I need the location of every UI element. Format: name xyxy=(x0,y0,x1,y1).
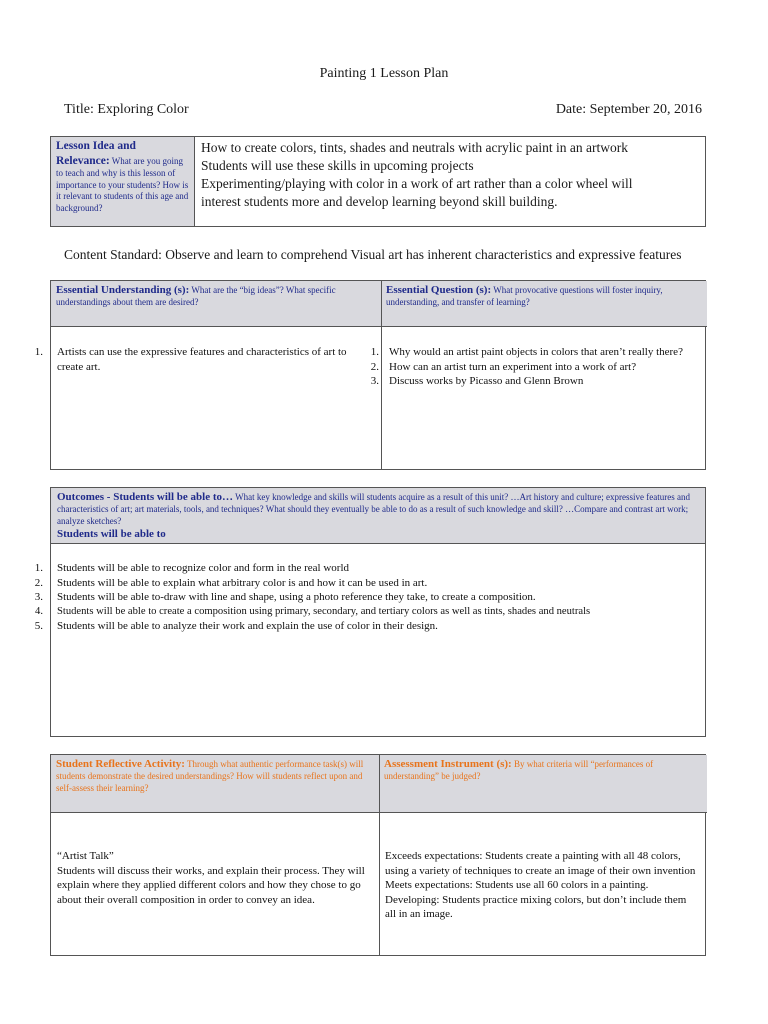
list-number: 3. xyxy=(34,591,43,604)
assessment-text xyxy=(385,849,699,922)
list-item xyxy=(34,345,369,374)
list-number: 4. xyxy=(35,605,43,617)
column-divider xyxy=(379,755,380,955)
reflective-activity-text xyxy=(57,849,369,907)
column-divider xyxy=(381,281,382,469)
list-text: Students will be able to explain what arbitrary color is and how it can be used in art. xyxy=(57,576,428,589)
reflective-activity-prompt: Through what authentic performance task(s) will students demonstrate the desired understandings? How will students reflect upon and self-assess their learning? xyxy=(56,759,364,793)
lesson-idea-line: How to create colors, tints, shades and neutrals with acrylic paint in an artwork xyxy=(201,140,628,155)
reflective-activity-line: “Artist Talk” xyxy=(57,850,114,862)
essential-question-list xyxy=(370,345,701,389)
lesson-date: Date: September 20, 2016 xyxy=(555,102,702,117)
essential-understanding-prompt: What are the “big ideas”? What specific understandings about them are desired? xyxy=(56,285,336,308)
document-heading: Painting 1 Lesson Plan xyxy=(319,66,449,81)
reflective-activity-header xyxy=(51,755,379,813)
list-number: 1. xyxy=(34,346,43,358)
outcomes-header xyxy=(51,488,705,544)
outcomes-prompt: What key knowledge and skills will students acquire as a result of this unit? …Art history and culture; expressive features and characteristics of art; art materials, tools, and techniques? What should they eventually be able to do as a result of such knowledge and skill? …Compare and contrast art work; analyze sketches? xyxy=(57,492,690,526)
lesson-idea-text xyxy=(195,137,705,226)
list-number: 5. xyxy=(34,619,43,632)
list-item xyxy=(34,619,702,634)
list-item xyxy=(370,374,701,389)
lesson-title: Title: Exploring Color xyxy=(64,102,189,117)
reflection-assessment-table xyxy=(50,754,706,956)
lesson-idea-label xyxy=(51,137,195,226)
assessment-line: Developing: Students practice mixing colors, but don’t include them all in an image. xyxy=(385,893,687,921)
list-text: Discuss works by Picasso and Glenn Brown xyxy=(389,375,584,388)
lesson-idea-line: Experimenting/playing with color in a work of art rather than a color wheel will xyxy=(201,176,633,192)
essential-understanding-heading: Essential Understanding (s): xyxy=(56,284,190,296)
assessment-prompt: By what criteria will “performances of understanding” be judged? xyxy=(384,759,654,782)
list-number: 2. xyxy=(34,576,43,589)
essential-question-heading: Essential Question (s): xyxy=(386,284,492,296)
essential-understanding-list xyxy=(34,345,369,374)
list-item xyxy=(370,345,701,360)
understanding-question-table xyxy=(34,280,706,470)
reflective-activity-heading: Student Reflective Activity: xyxy=(56,758,185,770)
outcomes-subheader: Students will be able to xyxy=(57,528,166,541)
lesson-idea-line: Students will use these skills in upcoming projects xyxy=(201,158,474,174)
list-text: Students will be able to create a composition using primary, secondary, and tertiary colors as well as tints, shades and neutrals xyxy=(57,605,591,617)
list-item xyxy=(370,360,701,375)
list-item xyxy=(34,576,702,591)
content-standard: Content Standard: Observe and learn to comprehend Visual art has inherent characteristics and expressive features xyxy=(64,247,682,262)
essential-understanding-header xyxy=(51,281,381,327)
lesson-idea-line: interest students more and develop learning beyond skill building. xyxy=(201,194,558,210)
lesson-idea-box xyxy=(50,136,706,227)
outcomes-list xyxy=(34,561,702,633)
list-item xyxy=(34,590,702,605)
assessment-header xyxy=(379,755,707,813)
outcomes-table xyxy=(34,487,706,737)
reflective-activity-line: Students will discuss their works, and explain their process. They will explain where they applied different colors and how they chose to go about their overall composition in order to convey an idea. xyxy=(57,864,365,906)
list-item xyxy=(34,561,702,576)
list-number: 3. xyxy=(370,375,379,388)
essential-question-header xyxy=(381,281,707,327)
list-text: Students will be able to-draw with line and shape, using a photo reference they take, to create a composition. xyxy=(57,591,536,604)
list-number: 1. xyxy=(34,562,43,574)
assessment-line: Meets expectations: Students use all 60 colors in a painting. xyxy=(385,879,649,892)
list-number: 2. xyxy=(370,360,379,373)
list-number: 1. xyxy=(370,346,379,358)
list-item xyxy=(35,605,702,619)
assessment-heading: Assessment Instrument (s): xyxy=(384,758,512,770)
list-text: Why would an artist paint objects in colors that aren’t really there? xyxy=(389,346,683,358)
lesson-idea-heading: Lesson Idea and Relevance: xyxy=(56,140,136,167)
essential-question-prompt: What provocative questions will foster inquiry, understanding, and transfer of learning? xyxy=(386,285,663,308)
list-text: Students will be able to analyze their work and explain the use of color in their design. xyxy=(57,619,438,632)
lesson-idea-prompt: What are you going to teach and why is this lesson of importance to your students? How is it relevant to students of this age and background? xyxy=(56,155,189,213)
assessment-line: Exceeds expectations: Students create a painting with all 48 colors, using a variety of techniques to create an image of their own invention xyxy=(385,850,696,877)
list-text: How can an artist turn an experiment into a work of art? xyxy=(389,360,637,373)
list-text: Students will be able to recognize color and form in the real world xyxy=(57,562,350,574)
list-text: Artists can use the expressive features and characteristics of art to create art. xyxy=(57,346,347,373)
outcomes-heading: Outcomes - Students will be able to… xyxy=(57,491,233,503)
